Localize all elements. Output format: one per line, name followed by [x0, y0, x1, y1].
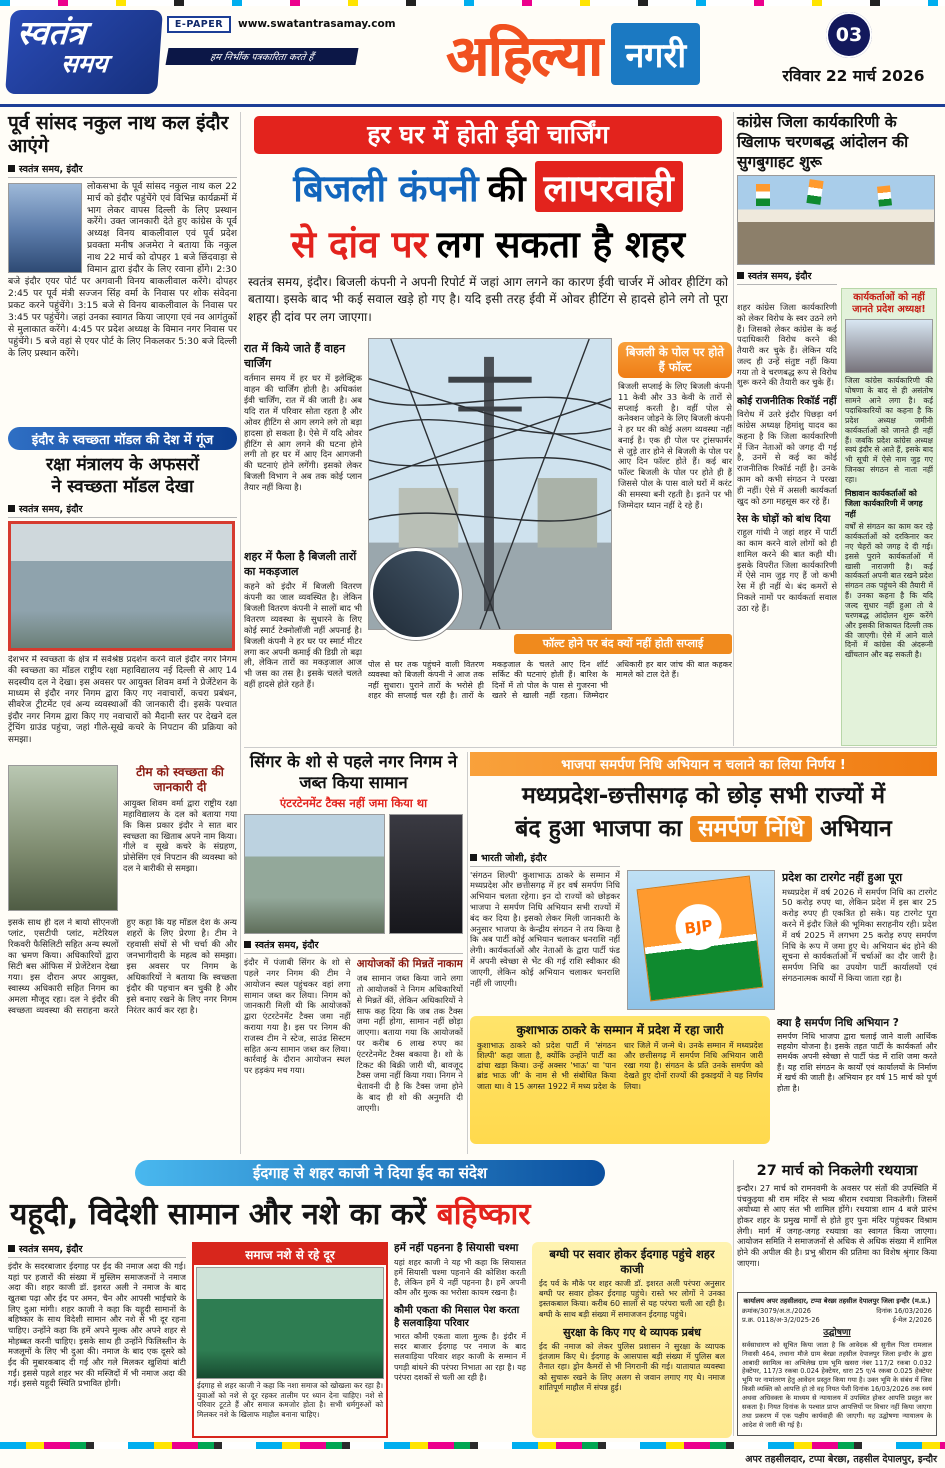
article-defense-swachhta — [8, 455, 237, 1155]
headline-part-highlight: लापरवाही — [535, 161, 683, 212]
subbody-race-horses: राहुल गांधी ने जहां शहर में पार्टी का काम करने वाले लोगों को ही शामिल करने की बात कही थी। इसके विपरीत जिला कार्यकारिणी में ऐसे नाम जुड़ गए हैं जो कभी रेस में ही नहीं थे। बंद कमरों से निकले नामों पर कार्यकर्ता सवाल उठा रहे हैं। — [737, 527, 837, 613]
eid-col3 — [394, 1242, 526, 1438]
photo-pradesh-adhyaksh — [845, 319, 933, 373]
bjp-yellow-panel — [470, 1016, 770, 1144]
edition-title: अहिल्या — [445, 24, 602, 89]
headline-line2: ने स्वच्छता मॉडल देखा — [51, 476, 194, 497]
article-body-2: जब सामान जब्त किया जाने लगा तो आयोजकों ने निगम अधिकारियों से मिन्नतें कीं, लेकिन अधिकारियों ने साफ कह दिया कि जब तक टैक्स जमा नहीं होगा, सामान नहीं छोड़ा जाएगा। बताया गया कि आयोजकों पर करीब 6 लाख रुपए का एंटरटेनमेंट टैक्स बकाया है। शो के टिकट की बिक्री जारी थी, बावजूद टैक्स जमा नहीं किया गया। निगम ने चेतावनी दी है कि टैक्स जमा होने के बाद ही शो की अनुमति दी जाएगी। — [356, 973, 463, 1113]
photo-nakul-nath — [8, 183, 82, 273]
divider-vertical-left — [240, 112, 241, 1154]
main-headline-line1 — [244, 160, 732, 212]
headline-part-blue: बिजली कंपनी — [293, 166, 479, 210]
print-marks-bottom — [0, 1442, 945, 1449]
lead-paragraph: स्वतंत्र समय, इंदौर। बिजली कंपनी ने अपनी रिपोर्ट में जहां आग लगने का कारण ईवी चार्जर में ओवर हीटिंग को बताया। इसके बाद भी कई सवाल खड़े हो गए है। यदि इसी तरह ईवी में ओवर हीटिंग से हादसे होने लगे तो पूरा शहर ही दांव पर लग जाएगा। — [248, 275, 728, 324]
green-panel-headline: कार्यकर्ताओं को नहीं जानते प्रदेश अध्यक्ष! — [852, 292, 926, 316]
subhead-pleas-failed: आयोजकों की मिन्नतें नाकाम — [356, 958, 463, 971]
article-singer-seizure — [244, 752, 463, 1156]
green-panel-para2: वर्षों से संगठन का काम कर रहे कार्यकर्ताओं को दरकिनार कर नए चेहरों को जगह दे दी गई। इससे पुराने कार्यकर्ताओं में खासी नाराजगी है। कई कार्यकर्ता अपनी बात रखने प्रदेश संगठन तक पहुंचने की तैयारी में हैं। उनका कहना है कि यदि जल्द सुधार नहीं हुआ तो वे चरणबद्ध आंदोलन शुरू करेंगे और इसकी शिकायत दिल्ली तक की जाएगी। ऐसे में आने वाले दिनों में कांग्रेस की अंदरूनी खींचतान और बढ़ सकती है। — [845, 522, 933, 660]
red-box-headline: समाज नशे से रहे दूर — [194, 1244, 386, 1265]
yellow-panel-body: कुशाभाऊ ठाकरे को प्रदेश पार्टी में 'संगठन शिल्पी' कहा जाता है, क्योंकि उन्होंने पार्टी का ढांचा खड़ा किया। उन्हें अक्सर 'भाऊ' या 'पान ब्रांड भाऊ जी' के नाम से भी संबोधित किया जाता था। वे 15 अगस्त 1922 में मध्य प्रदेश के धार जिले में जन्मे थे। उनके सम्मान में मध्यप्रदेश और छत्तीसगढ़ में समर्पण निधि अभियान जारी रखा गया है। संगठन के प्रति उनके समर्पण को देखते हुए दोनों राज्यों की इकाइयों ने यह निर्णय लिया। — [477, 1040, 763, 1091]
flag-graphic — [756, 184, 770, 206]
article-body-left: 'संगठन शिल्पी' कुशाभाऊ ठाकरे के सम्मान में मध्यप्रदेश और छत्तीसगढ़ में हर वर्ष समर्पण निधि अभियान चलता रहेगा। इन दो राज्यों को छोड़कर भाजपा ने समर्पण निधि अभियान सभी राज्यों में बंद कर दिया है। इसको लेकर मिली जानकारी के अनुसार भाजपा के केन्द्रीय संगठन ने तय किया है कि अब पार्टी कोई अभियान चलाकर धनराशि नहीं लेगी। कार्यकर्ताओं और नेताओं के द्वारा पार्टी फंड में अपनी स्वेच्छा से भेंट की गई राशि स्वीकार की जाएगी, लेकिन कोई अभियान चलाकर धनराशि नहीं ली जाएगी। — [470, 869, 620, 988]
article-body-1: देशभर में स्वच्छता के क्षेत्र में सर्वश्रेष्ठ प्रदर्शन करने वाले इंदौर नगर निगम की स्वच्छता का मॉडल राष्ट्रीय रक्षा महाविद्यालय नई दिल्ली से आए 14 सदस्यीय दल ने देखा। इस अवसर पर आयुक्त शिवम वर्मा ने प्रेजेंटेशन के माध्यम से इंदौर नगर निगम द्वारा किए गए नवाचारों, कचरा प्रबंधन, सीवरेज ट्रीटमेंट एवं अन्य व्यवस्थाओं की जानकारी दी। इसके पश्चात इंदौर नगर निगम द्वारा किए गए नवाचारों को मैदानी स्तर पर देखने दल ट्रेंचिंग ग्राउंड पहुंचा, जहां गीले-सूखे कचरे के निपटान की प्रक्रिया को समझा। — [8, 654, 237, 745]
subhead-no-record: कोई राजनीतिक रिकॉर्ड नहीं — [737, 396, 837, 408]
byline: स्वतंत्र समय, इंदौर — [8, 1242, 186, 1258]
eid-kicker-banner: ईदगाह से शहर काजी ने दिया ईद का संदेश — [135, 1160, 605, 1186]
subbody-pole-fault: बिजली सप्लाई के लिए बिजली कंपनी 11 केवी और 33 केवी के तारों से सप्लाई करती है। वहीं पोल से कनेक्शन जोड़ने के लिए बिजली कंपनी ने हर घर की कोई अलग व्यवस्था नहीं बनाई है। एक ही पोल पर ट्रांसफार्मर से जुड़े तार होने से बिजली के पोल पर आए दिन फॉल्ट होते हैं। कई बार फॉल्ट बिजली के पोल पर होते ही हैं जिससे पोल के पास वाले घरों में करंट की समस्या बनी रहती है। इतने पर भी जिम्मेदार ध्यान नहीं दे रहे हैं। — [618, 381, 732, 510]
edition-date: रविवार 22 मार्च 2026 — [782, 67, 925, 85]
notice-office-line: कार्यालय अपर तहसीलदार, टप्पा बेरछा तहसील देपालपुर जिला इन्दौर (म.प्र.) — [743, 1297, 931, 1305]
headline-part-red: से दांव पर — [291, 222, 428, 266]
bjp-what-box — [777, 1016, 937, 1144]
masthead — [0, 6, 945, 104]
photo-congress-rally — [737, 175, 935, 265]
article-body: इंदौर के सदरबाजार ईदगाह पर ईद की नमाज अदा की गई। यहां पर हजारों की संख्या में मुस्लिम समाजजनों ने नमाज अदा की। शहर काजी डॉ. इशरत अली ने नमाज के बाद खुतबा पढ़ा और ईद पर अमन, चैन और आपसी भाईचारे के लिए दुआ मांगी। शहर काजी ने कहा कि यहूदी सामानों के बहिष्कार के साथ विदेशी सामान और नशे से भी दूर रहना चाहिए। उन्होंने कहा कि हमें अपने मुल्क और अपने शहर से मोहब्बत करनी चाहिए। इसके साथ ही उन्होंने फिलिस्तीन के मजलूमों के लिए भी दुआ की। नमाज के बाद एक दूसरे को ईद की मुबारकबाद दी गई और गले मिलकर खुशियां बांटी गईं। इससे पहले शहर भर की मस्जिदों में भी नमाज अदा की गई। इससे यहूदी स्थिति प्रभावित होगी। — [8, 1261, 186, 1389]
byline: स्वतंत्र समय, इंदौर — [737, 269, 837, 285]
article-bjp-samarpan-nidhi — [470, 752, 937, 1156]
notice-title: उद्घोषणा — [823, 1327, 851, 1338]
notice-ref-row1 — [742, 1307, 932, 1316]
subbody-security: ईद की नमाज को लेकर पुलिस प्रशासन ने सुरक्षा के व्यापक इंतजाम किए थे। ईदगाह के आसपास बड़ी संख्या में पुलिस बल तैनात रहा। ड्रोन कैमरों से भी निगरानी की गई। यातायात व्यवस्था को सुचारू रखने के लिए अलग से जवान लगाए गए थे। नमाज शांतिपूर्ण माहौल में संपन्न हुई। — [539, 1341, 725, 1392]
subhead-baggi: बग्घी पर सवार होकर ईदगाह पहुंचे शहर काजी — [549, 1247, 715, 1276]
singer-body-columns — [244, 957, 463, 1139]
notice-body: सर्वसाधारण को सूचित किया जाता है कि आवेदक श्री सुनील पिता रामलाल निवासी 464, तथाना मौजे ग्राम बेरछा तहसील देपालपुर जिला इन्दौर के द्वारा आबादी स्वामित्व का अभिलेख ग्राम भूमि खसरा नंबर 117/2 रकबा 0.032 हेक्टेयर, 117/3 रकबा 0.024 हेक्टेयर, धारा 25 ए/4 रकबा 0.025 हेक्टेयर भूमि पर नामांतरण हेतु आवेदन प्रस्तुत किया गया है। उक्त भूमि के संबंध में जिस किसी व्यक्ति को आपत्ति हो तो वह नियत पेशी दिनांक 16/03/2026 तक स्वयं अथवा अधिवक्ता के माध्यम से न्यायालय में उपस्थित होकर आपत्ति प्रस्तुत कर सकता है। नियत दिनांक के पश्चात प्राप्त आपत्तियों पर विचार नहीं किया जाएगा तथा प्रकरण में एक पक्षीय कार्यवाही की जाएगी। यह उद्घोषणा न्यायालय के आदेश से जारी की गई है। — [742, 1340, 932, 1429]
bjp-headline-line2 — [470, 813, 937, 846]
article-nakul-nath — [8, 112, 237, 423]
photo-shahar-qazi — [196, 1267, 384, 1379]
headline-line1: रक्षा मंत्रालय के अफसरों — [45, 455, 199, 475]
subbody-night-charging: वर्तमान समय में हर घर में इलेक्ट्रिक वाहन की चार्जिंग होती है। अधिकांश ईवी चार्जिंग, रात में की जाती है। अब यदि रात में परिवार सोता रहता है और ओवर हीटिंग से आग लगने लगे तो बड़ा हादसा हो सकता है। ऐसे में यदि ओवर हीटिंग से आग लगने की घटना होने लगी तो हर घर में आए दिन आगजनी की घटनाएं होने लगेंगी। इसको लेकर बिजली विभाग ने अब तक कोई प्लान तैयार नहीं किया है। — [244, 373, 362, 493]
bjp-bottom-row — [470, 1016, 937, 1144]
article-body: लोकसभा के पूर्व सांसद नकुल नाथ कल 22 मार्च को इंदौर पहुंचेंगे एवं विभिन्न कार्यक्रमों में भाग लेकर वापस दिल्ली के लिए प्रस्थान करेंगे। उक्त जानकारी देते हुए कांग्रेस के पूर्व अध्यक्ष विनय बाकलीवाल एवं पूर्व प्रदेश प्रवक्ता मनीष अजमेरा ने बताया कि नकुल नाथ 22 मार्च को दोपहर 1 बजे छिंदवाड़ा से विमान द्वारा इंदौर के लिए रवाना होंगे। 2:30 बजे इंदौर एयर पोर्ट पर अगवानी विनय बाकलीवाल करेंगे। दोपहर 2:45 पर पूर्व मंत्री सज्जन सिंह वर्मा के निवास पर शोक संवेदना प्रकट करने पहुंचेंगे। 3:15 बजे से विनय बाकलीवाल के निवास पर 3:45 पर पहुंचेंगे। जहां उनका स्वागत किया जाएगा एवं नव आगंतुकों से मुलाकात करेंगे। 4:45 पर प्रदेश अध्यक्ष के विमान नगर निवास पर पहुंचेंगे। 5 बजे वहां से एयर पोर्ट के लिए निकलकर 5:30 बजे दिल्ली के लिए प्रस्थान करेंगे। — [8, 180, 237, 359]
article-headline: सिंगर के शो से पहले नगर निगम ने जब्त किया सामान — [249, 752, 458, 792]
subhead-race-horses: रेस के घोड़ों को बांध दिया — [737, 514, 831, 526]
article-body-wrap — [8, 181, 237, 421]
eid-col1 — [8, 1242, 186, 1438]
bjp-kicker-banner: भाजपा समर्पण निधि अभियान न चलाने का लिया निर्णय ! — [470, 752, 937, 776]
bjp-flag-label: BJP — [673, 902, 724, 953]
legal-notice — [737, 1292, 937, 1436]
article-headline: पूर्व सांसद नकुल नाथ कल इंदौर आएंगे — [8, 112, 229, 157]
banner-swachhta: इंदौर के स्वच्छता मॉडल की देश में गूंज — [8, 427, 237, 450]
logo-line2: समय — [60, 48, 109, 78]
photo-seizure-workers — [244, 814, 385, 934]
subhead-target: प्रदेश का टारगेट नहीं हुआ पूरा — [782, 870, 903, 884]
notice-ref-row2 — [742, 1316, 932, 1325]
website-url: www.swatantrasamay.com — [238, 18, 396, 30]
notice-case-number: प्र.क्र. 0118/अ-3/2/025-26 — [742, 1315, 820, 1324]
subhead-qaumi-ekta: कौमी एकता की मिसाल पेश करता है सलवाड़िया परिवार — [394, 1304, 520, 1329]
ev-left-subcolumn — [244, 338, 362, 746]
eid-red-box — [192, 1242, 388, 1438]
red-box-caption: ईदगाह से शहर काजी ने कहा कि नशा समाज को खोखला कर रहा है। युवाओं को नशे से दूर रहकर तालीम पर ध्यान देना चाहिए। नशे से परिवार टूटते हैं और समाज कमजोर होता है। सभी धर्मगुरुओं को मिलकर नशे के खिलाफ माहौल बनाना चाहिए। — [197, 1381, 383, 1419]
byline: स्वतंत्र समय, इंदौर — [8, 162, 237, 178]
subhead-pole-fault: बिजली के पोल पर होते हैं फॉल्ट — [618, 342, 732, 378]
notice-ref-number: क्रमांक/3079/अ.त./2026 — [742, 1306, 811, 1315]
photo-defence-team-group — [8, 521, 235, 651]
subhead-siyasi-chashma: हमें नहीं पहनना है सियासी चश्मा — [394, 1242, 519, 1254]
subsection-headline: टीम को स्वच्छता की जानकारी दी — [136, 764, 224, 794]
article-headline: 27 मार्च को निकलेगी रथयात्रा — [756, 1163, 918, 1179]
defense-subcol — [123, 765, 237, 913]
what-box-body: समर्पण निधि भाजपा द्वारा चलाई जाने वाली आर्थिक सहयोग योजना है। इसके तहत पार्टी के कार्यकर्ता और समर्थक अपनी स्वेच्छा से पार्टी फंड में राशि जमा करते हैं। यह राशि संगठन के कार्यों एवं कार्यालयों के निर्माण में खर्च की जाती है। अभियान हर वर्ष 15 मार्च को पूर्ण होता है। — [777, 1031, 937, 1093]
subbody-qaumi-ekta: भारत कौमी एकता वाला मुल्क है। इंदौर में सदर बाजार ईदगाह पर नमाज के बाद सलवाड़िया परिवार शहर काजी के सम्मान में पगड़ी बांधने की परंपरा निभाता आ रहा है। यह परंपरा दशकों से चली आ रही है। — [394, 1331, 526, 1382]
bjp-headline-line1: मध्यप्रदेश-छत्तीसगढ़ को छोड़ सभी राज्यों में — [522, 783, 885, 809]
headline-part-black: यहूदी, विदेशी सामान और नशे का करें — [10, 1197, 427, 1232]
intro-paragraph: शहर कांग्रेस जिला कार्यकारिणी को लेकर विरोध के स्वर उठने लगे हैं। जिसको लेकर कांग्रेस के कई पदाधिकारी विरोध करने की तैयारी कर चुके हैं। लेकिन यदि जल्द ही उन्हें संतुष्ट नहीं किया गया तो वे चरणबद्ध रूप से विरोध शुरू करने की तैयारी कर चुके हैं। — [737, 302, 837, 388]
logo-line1: स्वतंत्र — [16, 13, 87, 52]
bjp-middle-row — [470, 870, 937, 1010]
subhead-wire-web: शहर में फैला है बिजली तारों का मकड़जाल — [244, 550, 357, 578]
headline-part-black: लग सकता है शहर — [436, 222, 685, 266]
subbody-wire-web: कहने को इंदौर में बिजली वितरण कंपनी का जाल व्यवस्थित है। लेकिन बिजली वितरण कंपनी ने सालों बाद भी वितरण व्यवस्था के सुधारने के लिए कोई स्मार्ट टेक्नोलॉजी नहीं अपनाई है। बिजली कंपनी ने हर घर पर स्मार्ट मीटर लगा कर अपनी कमाई की डिग्री तो बढ़ा ली, लेकिन तारों का मकड़जाल आज भी जस का तस है। इसके चलते चलते वहीं हादसे होते रहते हैं। — [244, 581, 362, 690]
epaper-badge: E-PAPER — [167, 16, 231, 33]
headline-part-red: बहिष्कार — [436, 1197, 531, 1232]
article-headline: कांग्रेस जिला कार्यकारिणी के खिलाफ चरणबद्ध आंदोलन की सुगबुगाहट शुरू — [737, 113, 909, 172]
eid-columns — [8, 1242, 732, 1438]
bjp-right-col — [782, 870, 937, 1010]
subhead-supply: फॉल्ट होने पर बंद क्यों नहीं होती सप्लाई — [514, 634, 732, 654]
subbody-target: मध्यप्रदेश में वर्ष 2026 में समर्पण निधि का टारगेट 50 करोड़ रुपए था, लेकिन प्रदेश में इस बार 25 करोड़ रुपए ही एकत्रित हो सके। यह टारगेट पूरा करने में इंदौर जिले की भूमिका सराहनीय रही। प्रदेश में वर्ष 2025 में लगभग 25 करोड़ रुपए समर्पण निधि के रूप में जमा हुए थे। अभियान बंद होने की सूचना से कार्यकर्ताओं में चर्चाओं का दौर जारी है। समर्पण निधि का उपयोग पार्टी कार्यालयों एवं संगठनात्मक कार्यों में किया जाता रहा है। — [782, 886, 937, 983]
divider-vertical-right — [733, 112, 734, 746]
eid-yellow-panel — [532, 1242, 732, 1438]
edition-subtitle: नगरी — [611, 23, 700, 85]
singer-photos-row — [244, 814, 463, 934]
kicker-banner: हर घर में होती ईवी चार्जिंग — [254, 116, 722, 154]
congress-green-panel — [841, 288, 937, 746]
divider-vertical-singer — [467, 752, 468, 1154]
edition-title-block — [368, 8, 778, 100]
page-number-badge: 03 — [826, 12, 872, 58]
newspaper-logo — [5, 10, 163, 94]
defense-subsection — [8, 765, 237, 913]
notice-ref-date: दिनांक 16/03/2026 — [876, 1306, 932, 1315]
byline: भारती जोशी, इंदौर — [470, 851, 620, 867]
singer-col2 — [357, 957, 464, 1139]
article-body-1: इंदौर में पंजाबी सिंगर के शो से पहले नगर निगम की टीम ने आयोजन स्थल पहुंचकर वहां लगा सामान जब्त कर लिया। निगम को जानकारी मिली थी कि आयोजकों द्वारा एंटरटेनमेंट टैक्स जमा नहीं कराया गया है। इस पर निगम की राजस्व टीम ने स्टेज, साउंड सिस्टम सहित अन्य सामान जब्त कर लिया। कार्रवाई के दौरान आयोजन स्थल पर हड़कंप मच गया। — [244, 957, 351, 1076]
eid-headline — [10, 1192, 730, 1236]
article-congress-protest — [737, 112, 937, 746]
masthead-rule — [0, 104, 945, 107]
headline-part-mid: की — [487, 166, 526, 210]
photo-bjp-flag — [627, 870, 775, 1010]
divider-vertical-bottom — [733, 1160, 734, 1436]
divider-horizontal-mid — [244, 747, 937, 748]
flag-graphic — [806, 180, 823, 206]
subbody-no-record: विरोध में उतरे इंदौर पिछड़ा वर्ग कांग्रेस अध्यक्ष हिमांशु यादव का कहना है कि जिला कार्यकारिणी में जिन नेताओं को जगह दी गई है, उनमें से कई का कोई राजनीतिक रिकॉर्ड नहीं है। उनके काम को कभी संगठन ने परखा ही नहीं। ऐसे में असली कार्यकर्ता खुद को ठगा महसूस कर रहे हैं। — [737, 409, 837, 506]
notice-email-ref: ई-मेल 2/2026 — [892, 1315, 932, 1324]
article-rathyatra — [737, 1160, 937, 1288]
article-body: इन्दौर। 27 मार्च को रामनवमी के अवसर पर संतों की उपस्थिति में पंचकुइया श्री राम मंदिर से भव्य श्रीराम रथयात्रा निकलेगी। जिसमें अयोध्या से आए संत भी शामिल होंगे। रथयात्रा शाम 4 बजे प्रारंभ होकर शहर के प्रमुख मार्गों से होते हुए पुनः मंदिर पहुंचकर विश्राम लेगी। मार्ग में जगह-जगह रथयात्रा का स्वागत किया जाएगा। आयोजन समिति ने समाजजनों से अधिक से अधिक संख्या में शामिल होने की अपील की है। प्रभु श्रीराम की प्रतिमा का विशेष श्रृंगार किया जाएगा। — [737, 1183, 937, 1268]
footer-signature-line: अपर तहसीलदार, टप्पा बेरछा, तहसील देपालपुर, इन्दौर — [745, 1454, 937, 1465]
main-headline-line2 — [244, 216, 732, 268]
bjp-flag-graphic — [636, 875, 763, 1001]
article-body-2: इसके साथ ही दल ने बायो सीएनजी प्लांट, एसटीपी प्लांट, मटेरियल रिकवरी फैसिलिटी सहित अन्य स्थलों का भ्रमण किया। अधिकारियों द्वारा सिटी बस ऑफिस में प्रेजेंटेशन देखा गया। इस दौरान अपर आयुक्त, स्वास्थ्य अधिकारी सहित निगम का अमला मौजूद रहा। दल ने इंदौर की स्वच्छता व्यवस्था की सराहना करते हुए कहा कि यह मॉडल देश के अन्य शहरों के लिए प्रेरणा है। टीम ने रहवासी संघों से भी चर्चा की और जनभागीदारी के महत्व को समझा। इस अवसर पर निगम के अधिकारियों ने बताया कि स्वच्छता इंदौर की पहचान बन चुकी है और इसे बनाए रखने के लिए नगर निगम निरंतर कार्य कर रहा है। — [8, 917, 237, 1017]
subhead-security: सुरक्षा के किए गए थे व्यापक प्रबंध — [563, 1325, 701, 1339]
subhead-tax: एंटरटेनमेंट टैक्स नहीं जमा किया था — [279, 796, 428, 811]
yellow-panel-headline: कुशाभाऊ ठाकरे के सम्मान में प्रदेश में रहा जारी — [516, 1022, 724, 1037]
congress-left-text — [737, 302, 837, 746]
photo-wires-closeup-circle — [370, 548, 462, 640]
headline-part: अभियान — [820, 816, 892, 843]
subhead-night-charging: रात में किये जाते हैं वाहन चार्जिंग — [244, 342, 346, 370]
headline-part-highlight: समर्पण निधि — [690, 816, 812, 842]
what-box-headline: क्या है समर्पण निधि अभियान ? — [777, 1016, 899, 1029]
tagline: हम निर्भीक पत्रकारिता करते हैं — [166, 48, 359, 65]
green-panel-para1: जिला कांग्रेस कार्यकारिणी की घोषणा के बाद से ही असंतोष सामने आने लगा है। कई पदाधिकारियों का कहना है कि प्रदेश अध्यक्ष जमीनी कार्यकर्ताओं को जानते ही नहीं हैं। जबकि प्रदेश कांग्रेस अध्यक्ष स्वयं इंदौर से आते हैं, इसके बाद भी सूची में ऐसे नाम जुड़ गए जिनका संगठन से नाता नहीं रहा। — [845, 376, 933, 485]
byline: स्वतंत्र समय, इंदौर — [8, 502, 237, 518]
article-ev-charging — [244, 112, 732, 746]
subbody-baggi: ईद पर्व के मौके पर शहर काजी डॉ. इशरत अली परंपरा अनुसार बग्घी पर सवार होकर ईदगाह पहुंचे। रास्ते भर लोगों ने उनका इस्तकबाल किया। करीब 60 सालों से यह परंपरा चली आ रही है। बग्घी के साथ बड़ी संख्या में समाजजन ईदगाह पहुंचे। — [539, 1278, 725, 1319]
subbody-siyasi-chashma: यहां शहर काजी ने यह भी कहा कि सियासत हमें सियासी चश्मा पहनाने की कोशिश करती है, लेकिन हमें ये नहीं पहनना है। हमें अपनी कौम और मुल्क का भरोसा कायम रखना है। — [394, 1257, 526, 1298]
article-headline — [8, 455, 237, 499]
byline: स्वतंत्र समय, इंदौर — [244, 938, 463, 954]
ev-right-subcolumn — [618, 342, 732, 632]
headline-part: बंद हुआ भाजपा का — [515, 816, 683, 843]
photo-singer-portrait — [389, 814, 463, 934]
subsection-body: आयुक्त शिवम वर्मा द्वारा राष्ट्रीय रक्षा महाविद्यालय के दल को बताया गया कि किस प्रकार इंदौर ने सात बार स्वच्छता का खिताब अपने नाम किया। गीले व सूखे कचरे के संग्रहण, प्रोसेसिंग एवं निपटान की व्यवस्था को दल ने बारीकी से समझा। — [123, 797, 237, 874]
flag-graphic — [877, 186, 892, 207]
photo-caption-text: पोल से घर तक पहुंचने वाली वितरण व्यवस्था को बिजली कंपनी ने आज तक नहीं सुधारा। पुराने तारों के भरोसे ही शहर की सप्लाई चल रही है। तारों के मकड़जाल के चलते आए दिन शॉर्ट सर्किट की घटनाएं होती हैं। बारिश के दिनों में तो पोल के पास से गुजरना भी खतरे से खाली नहीं रहता। जिम्मेदार अधिकारी हर बार जांच की बात कहकर मामले को टाल देते हैं। — [368, 660, 732, 701]
green-panel-subhead: निष्ठावान कार्यकर्ताओं को जिला कार्यकारिणी में जगह नहीं — [845, 488, 923, 519]
bjp-headline — [470, 780, 937, 847]
article-eid-message — [8, 1160, 732, 1438]
photo-cleanliness-site — [8, 765, 118, 911]
